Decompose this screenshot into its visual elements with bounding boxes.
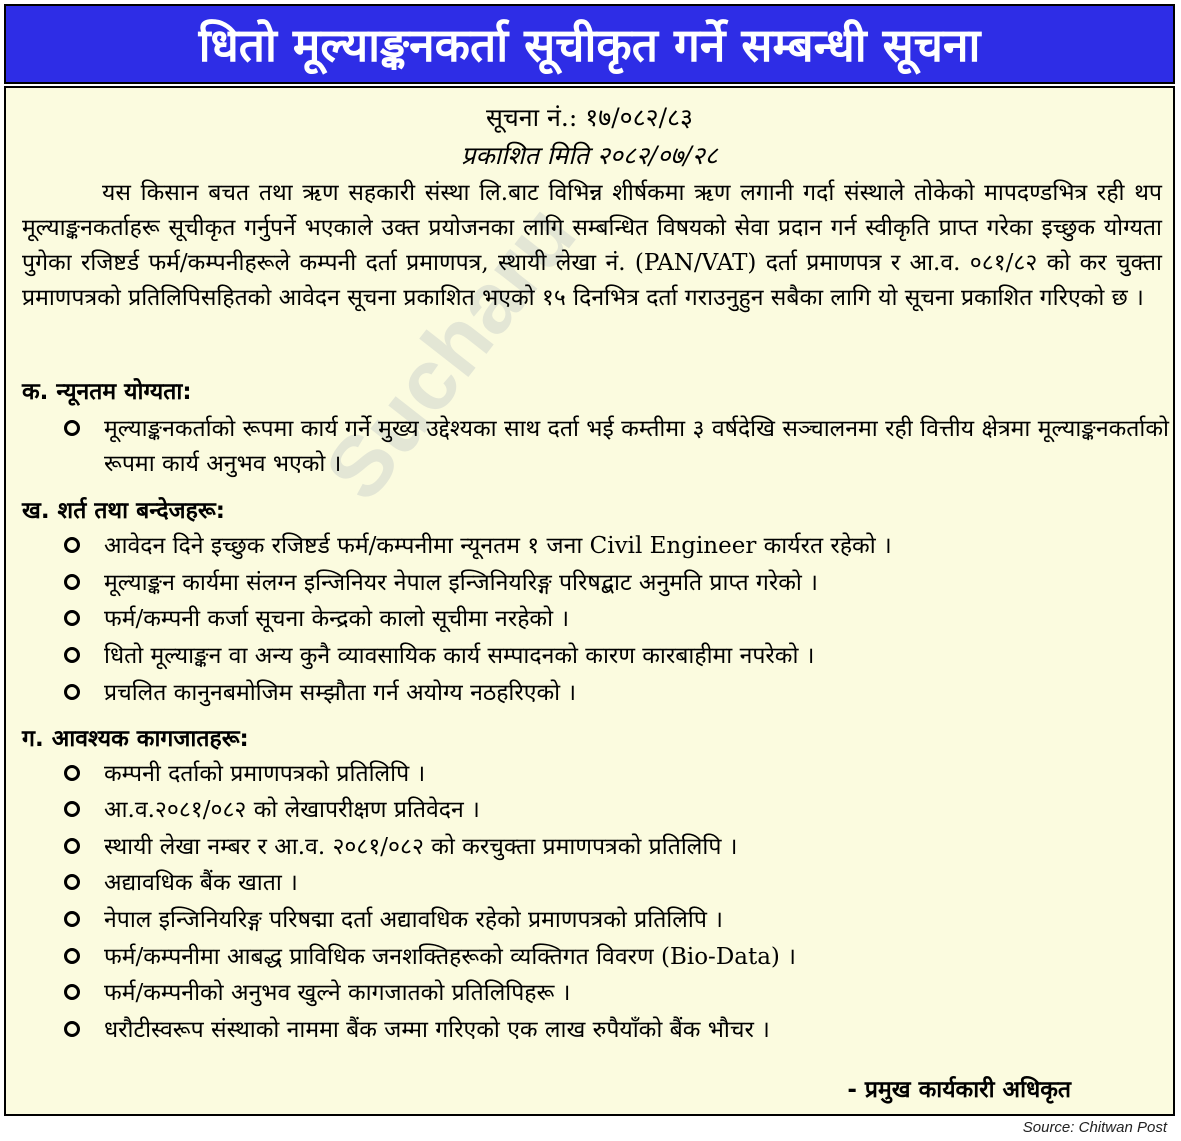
list-item: आवेदन दिने इच्छुक रजिष्टर्ड फर्म/कम्पनीमा न्यूनतम १ जना Civil Engineer कार्यरत रहेको । [64, 529, 1169, 564]
bullet-circle-icon [64, 610, 80, 626]
list-item: फर्म/कम्पनी कर्जा सूचना केन्द्रको कालो सूचीमा नरहेको । [64, 602, 1169, 637]
bullet-circle-icon [64, 984, 80, 1000]
notice-body-panel [4, 86, 1175, 1116]
list-item: फर्म/कम्पनीमा आबद्ध प्राविधिक जनशक्तिहरूको व्यक्तिगत विवरण (Bio-Data) । [64, 940, 1169, 975]
list-item: मूल्याङ्कनकर्ताको रूपमा कार्य गर्ने मुख्य उद्देश्यका साथ दर्ता भई कम्तीमा ३ वर्षदेखि सञ्चालनमा रही वित्तीय क्षेत्रमा मूल्याङ्कनकर्ताको रूपमा कार्य अनुभव भएको । [64, 412, 1169, 482]
bullet-circle-icon [64, 1021, 80, 1037]
section-heading-minimum-qualification: क. न्यूनतम योग्यता: [22, 379, 192, 405]
list-item: धरौटीस्वरूप संस्थाको नाममा बैंक जम्मा गरिएको एक लाख रुपैयाँको बैंक भौचर । [64, 1013, 1169, 1048]
bullet-circle-icon [64, 765, 80, 781]
bullet-circle-icon [64, 420, 80, 436]
section-heading-terms-conditions: ख. शर्त तथा बन्देजहरू: [22, 498, 225, 524]
intro-paragraph: यस किसान बचत तथा ऋण सहकारी संस्था लि.बाट विभिन्न शीर्षकमा ऋण लगानी गर्दा संस्थाले तोकेको मापदण्डभित्र रही थप मूल्याङ्कनकर्ताहरू सूचीकृत गर्नुपर्ने भएकाले उक्त प्रयोजनका लागि सम्बन्धित विषयको सेवा प्रदान गर्न स्वीकृति प्राप्त गरेका इच्छुक योग्यता पुगेका रजिष्टर्ड फर्म/कम्पनीहरूले कम्पनी दर्ता प्रमाणपत्र, स्थायी लेखा नं. (PAN/VAT) दर्ता प्रमाणपत्र र आ.व. ०८१/८२ को कर चुक्ता प्रमाणपत्रको प्रतिलिपिसहितको आवेदन सूचना प्रकाशित भएको १५ दिनभित्र दर्ता गराउनुहुन सबैका लागि यो सूचना प्रकाशित गरिएको छ । [22, 180, 1162, 311]
list-item: आ.व.२०८१/०८२ को लेखापरीक्षण प्रतिवेदन । [64, 793, 1169, 828]
source-credit: Source: Chitwan Post [1022, 1119, 1167, 1136]
bullet-circle-icon [64, 801, 80, 817]
list-item: कम्पनी दर्ताको प्रमाणपत्रको प्रतिलिपि । [64, 757, 1169, 792]
bullet-circle-icon [64, 647, 80, 663]
list-item: नेपाल इन्जिनियरिङ्ग परिषद्मा दर्ता अद्यावधिक रहेको प्रमाणपत्रको प्रतिलिपि । [64, 903, 1169, 938]
list-item: फर्म/कम्पनीको अनुभव खुल्ने कागजातको प्रतिलिपिहरू । [64, 976, 1169, 1011]
notice-title: धितो मूल्याङ्कनकर्ता सूचीकृत गर्ने सम्बन्धी सूचना [198, 18, 981, 72]
list-item: अद्यावधिक बैंक खाता । [64, 866, 1169, 901]
bullet-circle-icon [64, 574, 80, 590]
list-item: स्थायी लेखा नम्बर र आ.व. २०८१/०८२ को करचुक्ता प्रमाणपत्रको प्रतिलिपि । [64, 830, 1169, 865]
signature-chief-executive: - प्रमुख कार्यकारी अधिकृत [847, 1077, 1071, 1103]
notice-header-banner [4, 4, 1175, 84]
bullet-circle-icon [64, 874, 80, 890]
watermark-text: Sucharu [306, 187, 595, 518]
list-item: प्रचलित कानुनबमोजिम सम्झौता गर्न अयोग्य नठहरिएको । [64, 676, 1169, 711]
bullet-circle-icon [64, 838, 80, 854]
bullet-circle-icon [64, 948, 80, 964]
bullet-circle-icon [64, 684, 80, 700]
section-heading-required-documents: ग. आवश्यक कागजातहरू: [22, 726, 249, 752]
notice-ref-number: सूचना नं.: १७/०८२/८३ [485, 103, 694, 132]
bullet-circle-icon [64, 911, 80, 927]
published-date: प्रकाशित मिति २०८२/०७/२८ [461, 141, 718, 170]
list-item: धितो मूल्याङ्कन वा अन्य कुनै व्यावसायिक कार्य सम्पादनको कारण कारबाहीमा नपरेको । [64, 639, 1169, 674]
list-item: मूल्याङ्कन कार्यमा संलग्न इन्जिनियर नेपाल इन्जिनियरिङ्ग परिषद्बाट अनुमति प्राप्त गरेको । [64, 566, 1169, 601]
bullet-circle-icon [64, 537, 80, 553]
